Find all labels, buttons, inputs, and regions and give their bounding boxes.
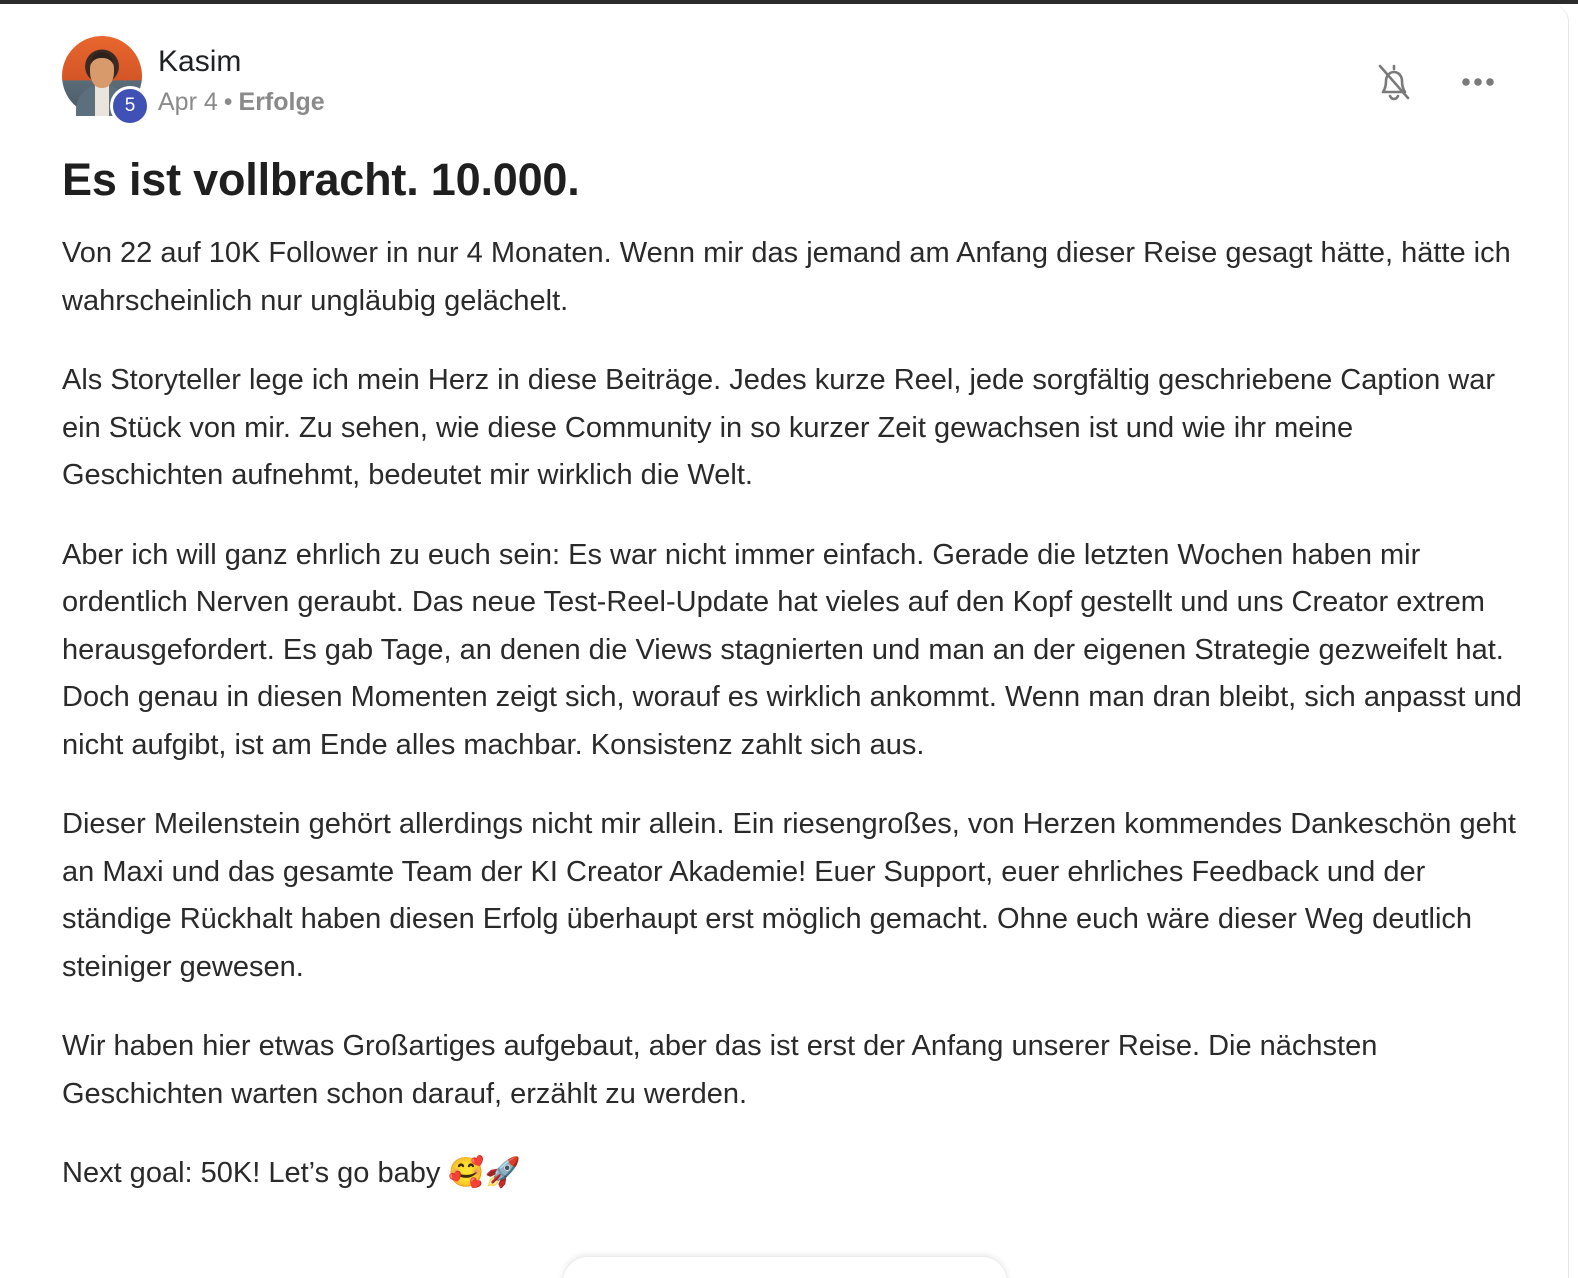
floating-action-bar[interactable] — [562, 1256, 1008, 1278]
post-meta — [158, 36, 325, 120]
meta-separator: • — [223, 88, 233, 116]
avatar[interactable] — [62, 36, 142, 116]
avatar-face-shape — [90, 52, 114, 88]
post-card — [0, 4, 1569, 1278]
post-actions — [1374, 62, 1498, 102]
post-paragraph: Wir haben hier etwas Großartiges aufgebaut, aber das ist erst der Anfang unserer Reise. Die nächsten Geschichten warten schon darauf, erzählt zu werden. — [62, 1030, 1378, 1110]
level-badge: 5 — [110, 86, 150, 126]
post-paragraph: Als Storyteller lege ich mein Herz in diese Beiträge. Jedes kurze Reel, jede sorgfältig geschriebene Caption war ein Stück von mir. Zu sehen, wie diese Community in so kurzer Zeit gewachsen ist und wie ihr meine Geschichten aufnehmt, bedeutet mir wirklich die Welt. — [62, 364, 1496, 491]
post-category[interactable]: Erfolge — [238, 88, 325, 116]
post-body — [62, 230, 1522, 1230]
post-date[interactable]: Apr 4 — [158, 88, 218, 116]
post-subline — [158, 84, 325, 120]
post-paragraph: Aber ich will ganz ehrlich zu euch sein: Es war nicht immer einfach. Gerade die letzten Wochen haben mir ordentlich Nerven geraubt. Das neue Test-Reel-Update hat vieles auf den Kopf gestellt und uns Creator extrem herausgefordert. Es gab Tage, an denen die Views stagnierten und man an der eigenen Strategie gezweifelt hat. Doch genau in diesen Momenten zeigt sich, worauf es wirklich ankommt. Wenn man dran bleibt, sich anpasst und nicht aufgibt, ist am Ende alles machbar. Konsistenz zahlt sich aus. — [62, 538, 1522, 761]
more-horizontal-icon[interactable] — [1458, 62, 1498, 102]
avatar-shirt-shape — [95, 84, 109, 116]
post-header — [62, 36, 325, 126]
author-name[interactable]: Kasim — [158, 45, 242, 78]
post-paragraph: Next goal: 50K! Let’s go baby 🥰🚀 — [62, 1157, 521, 1189]
post-paragraph: Dieser Meilenstein gehört allerdings nicht mir allein. Ein riesengroßes, von Herzen kommendes Dankeschön geht an Maxi und das gesamte Team der KI Creator Akademie! Euer Support, euer ehrliches Feedback und der ständige Rückhalt haben diesen Erfolg überhaupt erst möglich gemacht. Ohne euch wäre dieser Weg deutlich steiniger gewesen. — [62, 808, 1516, 983]
post-paragraph: Von 22 auf 10K Follower in nur 4 Monaten. Wenn mir das jemand am Anfang dieser Reise gesagt hätte, hätte ich wahrscheinlich nur ungläubig gelächelt. — [62, 237, 1511, 317]
bell-off-icon[interactable] — [1374, 62, 1414, 102]
post-title: Es ist vollbracht. 10.000. — [62, 154, 580, 205]
